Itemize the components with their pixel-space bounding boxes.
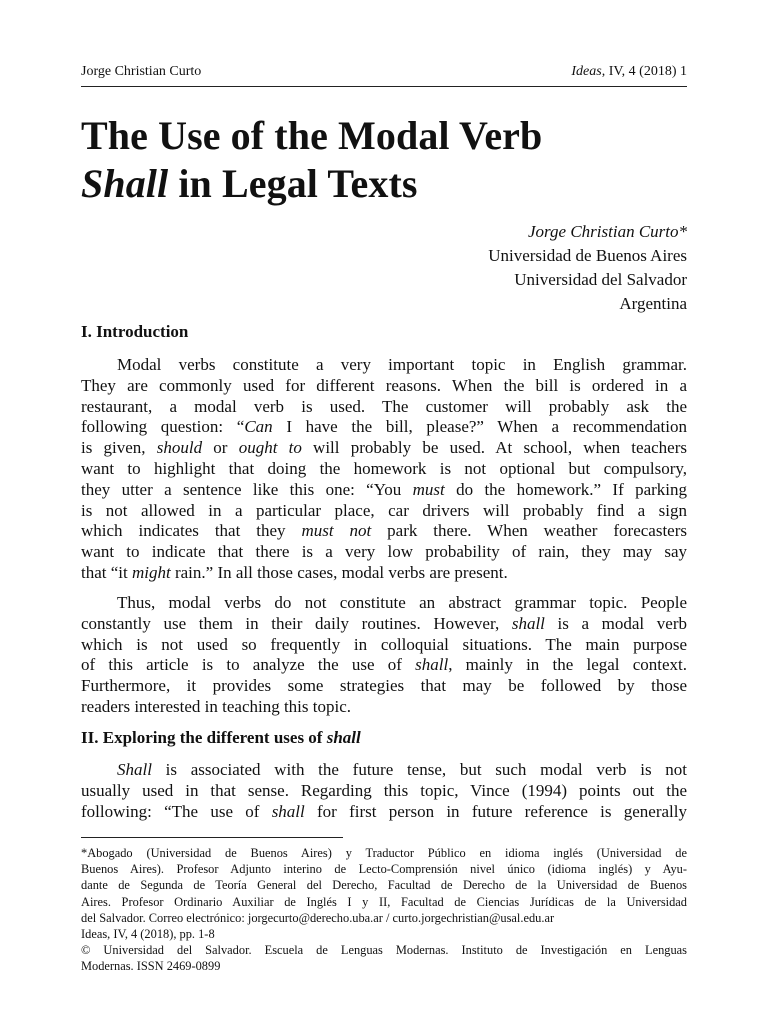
header-issue: , IV, 4 (2018) 1 bbox=[601, 64, 687, 79]
footnote-divider bbox=[81, 837, 343, 838]
text-run: is a modal verb bbox=[544, 613, 687, 633]
author-affiliation bbox=[81, 220, 687, 316]
text-run: for first person in future reference is generally bbox=[304, 801, 687, 821]
footnote-line: *Abogado (Universidad de Buenos Aires) y Traductor Público en idioma inglés (Universidad de bbox=[81, 846, 687, 860]
footnote-line: dante de Segunda de Teoría General del Derecho, Facultad de Derecho de la Universidad de Buenos bbox=[81, 878, 687, 893]
text-line: is not allowed in a particular place, car drivers will probably find a sign bbox=[81, 500, 687, 520]
italic-run: shall bbox=[271, 801, 305, 821]
text-run: rain.” In all those cases, modal verbs are present. bbox=[170, 562, 508, 582]
header-author: Jorge Christian Curto bbox=[81, 64, 202, 79]
article-title bbox=[81, 112, 687, 208]
text-run: they utter a sentence like this one: “You bbox=[81, 479, 413, 499]
text-run: constantly use them in their daily routines. However, bbox=[81, 613, 512, 633]
text-line: Furthermore, it provides some strategies that may be followed by those bbox=[81, 676, 687, 696]
italic-run: must bbox=[412, 479, 445, 499]
text-run: will probably be used. At school, when teachers bbox=[301, 438, 687, 458]
footnote-citation: Ideas, IV, 4 (2018), pp. 1-8 bbox=[81, 927, 215, 942]
footnote-line: Buenos Aires). Profesor Adjunto interino de Lecto-Comprensión nivel único (idioma inglés) y Ayu- bbox=[81, 862, 687, 877]
title-line-2-rest: in Legal Texts bbox=[168, 161, 418, 206]
text-run: following question: “ bbox=[81, 417, 245, 437]
text-line: They are commonly used for different reasons. When the bill is ordered in a bbox=[81, 375, 687, 395]
text-line bbox=[81, 655, 687, 676]
title-italic-word: Shall bbox=[81, 161, 169, 206]
italic-run: Can bbox=[244, 417, 273, 437]
text-line: which is not used so frequently in colloquial situations. The main purpose bbox=[81, 634, 687, 654]
text-line bbox=[81, 614, 687, 635]
affiliation-line: Argentina bbox=[619, 294, 687, 313]
italic-run: shall bbox=[511, 613, 545, 633]
footnote bbox=[81, 845, 687, 975]
text-line: Thus, modal verbs do not constitute an abstract grammar topic. People bbox=[117, 593, 687, 612]
text-line bbox=[81, 802, 687, 823]
heading-italic-word: shall bbox=[326, 728, 361, 747]
footnote-copyright: Modernas. ISSN 2469-0899 bbox=[81, 959, 221, 974]
paragraph-1 bbox=[81, 355, 687, 584]
footnote-line: Aires. Profesor Ordinario Auxiliar de Inglés I y II, Facultad de Ciencias Jurídicas de la Universidad bbox=[81, 894, 687, 909]
italic-run: shall bbox=[415, 655, 449, 675]
text-line: restaurant, a modal verb is used. The customer will probably ask the bbox=[81, 396, 687, 416]
text-line bbox=[81, 521, 687, 542]
header-journal: Ideas bbox=[571, 64, 602, 79]
text-run: I have the bill, please?” When a recommendation bbox=[272, 417, 688, 437]
text-line bbox=[81, 417, 687, 438]
running-header bbox=[81, 64, 687, 87]
text-run: is given, bbox=[81, 438, 157, 458]
text-run: of this article is to analyze the use of bbox=[81, 655, 416, 675]
text-line: want to highlight that doing the homework is not optional but compulsory, bbox=[81, 458, 687, 478]
text-line: Modal verbs constitute a very important topic in English grammar. bbox=[117, 355, 687, 374]
italic-run: must not bbox=[301, 521, 372, 541]
italic-run: Shall bbox=[117, 760, 152, 779]
paragraph-3 bbox=[81, 760, 687, 822]
text-line bbox=[81, 563, 687, 584]
section-heading-introduction: I. Introduction bbox=[81, 322, 189, 341]
affiliation-line: Universidad del Salvador bbox=[514, 270, 687, 289]
affiliation-author bbox=[81, 220, 687, 244]
text-run: is associated with the future tense, but such modal verb is not bbox=[151, 760, 687, 779]
italic-run: ought to bbox=[238, 438, 302, 458]
section-heading-exploring-uses bbox=[81, 727, 361, 749]
text-run: or bbox=[202, 438, 239, 458]
title-line-2 bbox=[81, 160, 687, 208]
text-run: do the homework.” If parking bbox=[444, 479, 687, 499]
text-line: readers interested in teaching this topic. bbox=[81, 696, 352, 716]
header-citation bbox=[571, 64, 687, 80]
heading-text: II. Exploring the different uses of bbox=[81, 728, 327, 747]
text-run: which indicates that they bbox=[81, 521, 302, 541]
text-line: usually used in that sense. Regarding this topic, Vince (1994) points out the bbox=[81, 780, 687, 800]
footnote-copyright: © Universidad del Salvador. Escuela de Lenguas Modernas. Instituto de Investigación en Lenguas bbox=[81, 943, 687, 958]
text-run: following: “The use of bbox=[81, 801, 272, 821]
text-line: want to indicate that there is a very low probability of rain, they may say bbox=[81, 542, 687, 562]
text-line bbox=[81, 438, 687, 459]
italic-run: might bbox=[131, 562, 171, 582]
text-line bbox=[81, 480, 687, 501]
affiliation-author-name: Jorge Christian Curto* bbox=[528, 222, 687, 241]
footnote-line: del Salvador. Correo electrónico: jorgecurto@derecho.uba.ar / curto.jorgechristian@usal.edu.ar bbox=[81, 910, 555, 925]
text-run: , mainly in the legal context. bbox=[448, 655, 688, 675]
affiliation-line: Universidad de Buenos Aires bbox=[488, 246, 687, 265]
paragraph-2 bbox=[81, 593, 687, 718]
text-run: park there. When weather forecasters bbox=[371, 521, 688, 541]
title-line-1: The Use of the Modal Verb bbox=[81, 113, 543, 158]
text-run: that “it bbox=[81, 562, 132, 582]
italic-run: should bbox=[156, 438, 203, 458]
text-line bbox=[81, 760, 687, 781]
